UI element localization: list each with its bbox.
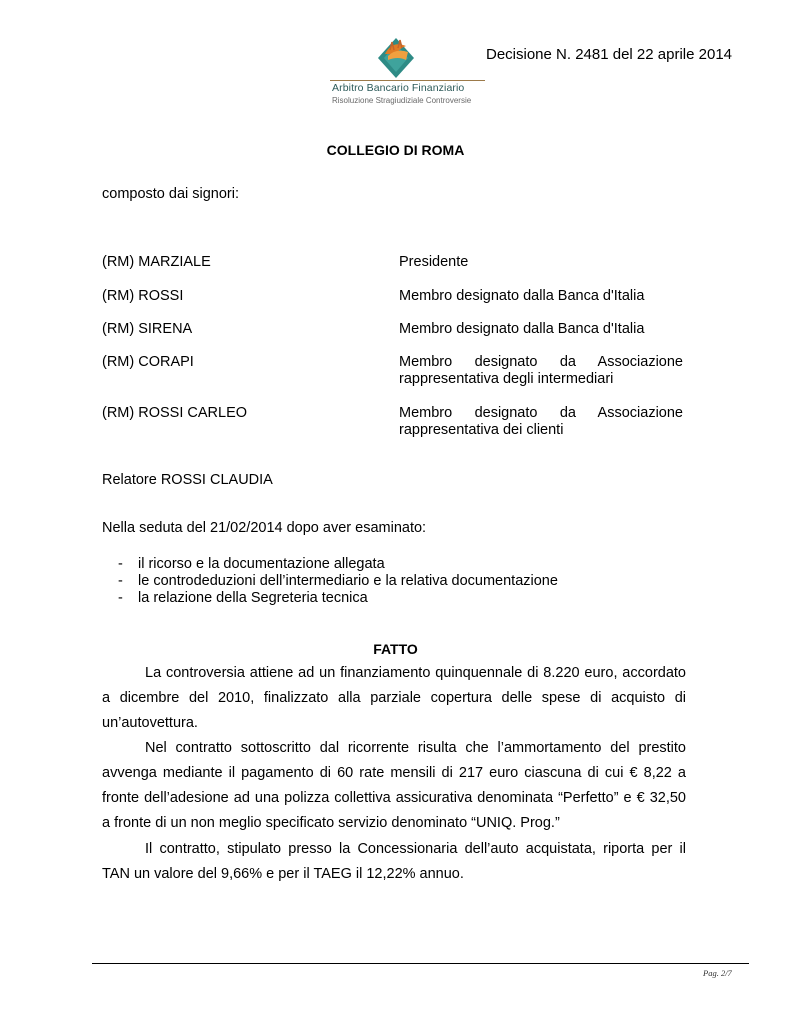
abf-emblem-icon	[366, 36, 426, 80]
member-name: (RM) CORAPI	[102, 354, 194, 370]
footer-divider	[92, 963, 749, 964]
logo-subtitle: Risoluzione Stragiudiziale Controversie	[332, 96, 472, 105]
session-intro: Nella seduta del 21/02/2014 dopo aver esaminato:	[102, 520, 427, 536]
member-role-line: Membro designato da Associazione	[399, 405, 683, 421]
member-role: Membro designato dalla Banca d'Italia	[399, 288, 645, 304]
list-item: - il ricorso e la documentazione allegata	[118, 556, 385, 572]
relatore: Relatore ROSSI CLAUDIA	[102, 472, 273, 488]
paragraph: La controversia attiene ad un finanziamento quinquennale di 8.220 euro, accordato a dicembre del 2010, finalizzato alla parziale copertura delle spese di acquisto di un’autovettura.	[102, 665, 686, 731]
member-name: (RM) MARZIALE	[102, 254, 211, 270]
college-title: COLLEGIO DI ROMA	[326, 142, 465, 158]
member-role: Membro designato dalla Banca d'Italia	[399, 321, 645, 337]
list-item: - le controdeduzioni dell’intermediario e la relativa documentazione	[118, 573, 558, 589]
member-role	[399, 354, 683, 388]
page-number: Pag. 2/7	[703, 968, 732, 978]
paragraph: Nel contratto sottoscritto dal ricorrente risulta che l’ammortamento del prestito avvenga mediante il pagamento di 60 rate mensili di 217 euro ciascuna di cui € 8,22 a fronte dell’adesione ad una polizza collettiva assicurativa denominata “Perfetto” e € 32,50 a fronte di un non meglio specificato servizio denominato “UNIQ. Prog.”	[102, 740, 686, 831]
logo-divider	[330, 80, 485, 81]
list-item-text: la relazione della Segreteria tecnica	[138, 590, 368, 606]
member-name: (RM) ROSSI CARLEO	[102, 405, 248, 421]
logo-name: Arbitro Bancario Finanziario	[332, 82, 465, 94]
section-title: FATTO	[373, 641, 418, 657]
member-role	[399, 405, 683, 439]
member-role: Presidente	[399, 254, 469, 270]
member-name: (RM) ROSSI	[102, 288, 184, 304]
member-role-line: rappresentativa dei clienti	[399, 422, 564, 438]
list-item-text: le controdeduzioni dell’intermediario e la relativa documentazione	[138, 573, 558, 589]
composed-label: composto dai signori:	[102, 186, 240, 202]
list-item-text: il ricorso e la documentazione allegata	[138, 556, 385, 572]
paragraph: Il contratto, stipulato presso la Concessionaria dell’auto acquistata, riporta per il TAN un valore del 9,66% e per il TAEG il 12,22% annuo.	[102, 841, 686, 882]
decision-number: Decisione N. 2481 del 22 aprile 2014	[486, 46, 732, 63]
abf-logo	[330, 36, 490, 108]
list-item: - la relazione della Segreteria tecnica	[118, 590, 368, 606]
member-role-line: Membro designato da Associazione	[399, 354, 683, 370]
member-role-line: rappresentativa degli intermediari	[399, 371, 614, 387]
member-name: (RM) SIRENA	[102, 321, 193, 337]
